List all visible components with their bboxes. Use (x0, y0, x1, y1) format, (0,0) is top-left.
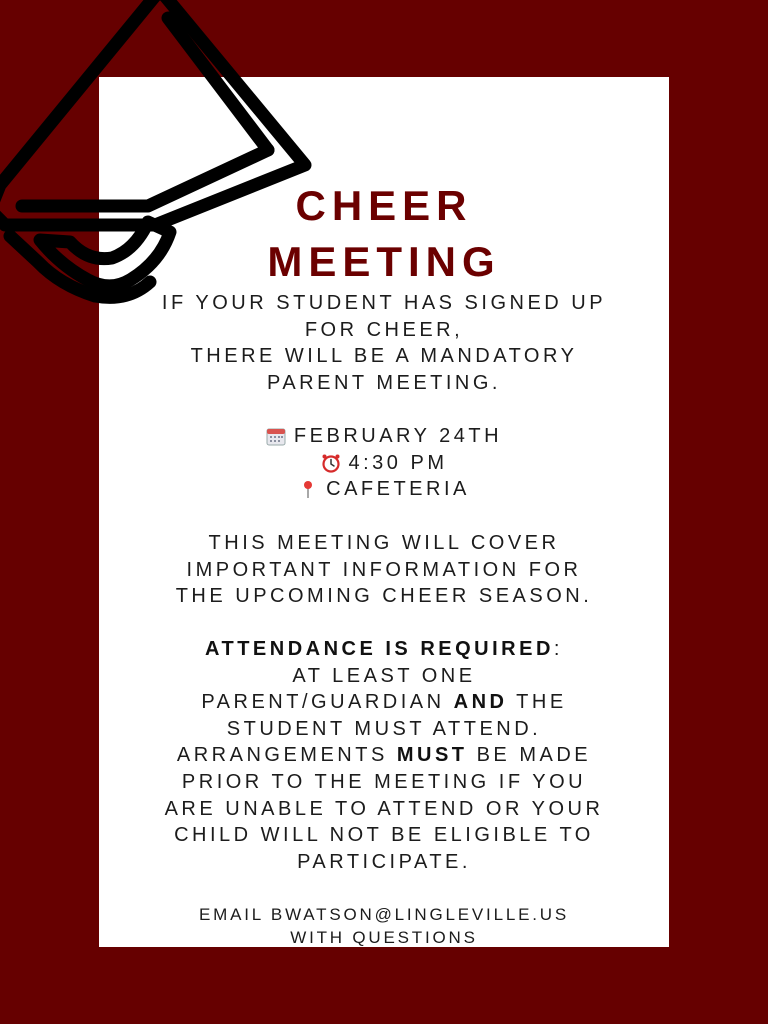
map-pin-icon (298, 479, 318, 499)
attendance-line: CHILD WILL NOT BE ELIGIBLE TO (174, 824, 594, 847)
attendance-line: STUDENT MUST ATTEND. (226, 717, 542, 740)
meeting-location: CAFETERIA (326, 478, 470, 501)
meeting-date: FEBRUARY 24TH (293, 425, 503, 447)
must-emphasis: MUST (396, 744, 468, 767)
coverage-text (120, 530, 648, 610)
meeting-time: 4:30 PM (348, 451, 448, 474)
calendar-icon (266, 426, 286, 446)
time-row (120, 450, 648, 477)
attendance-line: PRIOR TO THE MEETING IF YOU (181, 770, 587, 793)
coverage-line: THE UPCOMING CHEER SEASON. (175, 585, 593, 608)
attendance-text (120, 636, 648, 875)
contact-text (120, 903, 648, 949)
contact-line: WITH QUESTIONS (290, 928, 478, 947)
attendance-line: PARTICIPATE. (297, 850, 471, 873)
intro-line: THERE WILL BE A MANDATORY (190, 345, 578, 368)
attendance-text-span: ARRANGEMENTS (176, 744, 397, 767)
coverage-line: THIS MEETING WILL COVER (208, 532, 560, 554)
attendance-line (120, 689, 648, 716)
and-emphasis: AND (453, 691, 508, 714)
location-row (120, 476, 648, 503)
date-row (120, 423, 648, 450)
attendance-text-span: THE (507, 691, 567, 714)
alarm-clock-icon (321, 453, 341, 473)
attendance-heading: ATTENDANCE IS REQUIRED (205, 638, 554, 660)
attendance-heading-line (120, 636, 648, 663)
intro-line: PARENT MEETING. (266, 371, 501, 394)
attendance-line: ARE UNABLE TO ATTEND OR YOUR (164, 797, 604, 820)
attendance-line: AT LEAST ONE (292, 664, 476, 687)
attendance-line (120, 742, 648, 769)
intro-text (120, 290, 648, 396)
contact-email[interactable]: EMAIL BWATSON@LINGLEVILLE.US (199, 905, 569, 924)
title-line-1: CHEER (295, 182, 473, 229)
intro-line: FOR CHEER, (304, 318, 464, 341)
attendance-text-span: PARENT/GUARDIAN (201, 691, 454, 714)
title-line-2: MEETING (267, 238, 501, 285)
meeting-details (120, 423, 648, 503)
attendance-text-span: BE MADE (467, 744, 592, 767)
intro-line: IF YOUR STUDENT HAS SIGNED UP (161, 292, 607, 314)
coverage-line: IMPORTANT INFORMATION FOR (186, 558, 582, 581)
attendance-heading-suffix: : (553, 638, 563, 660)
